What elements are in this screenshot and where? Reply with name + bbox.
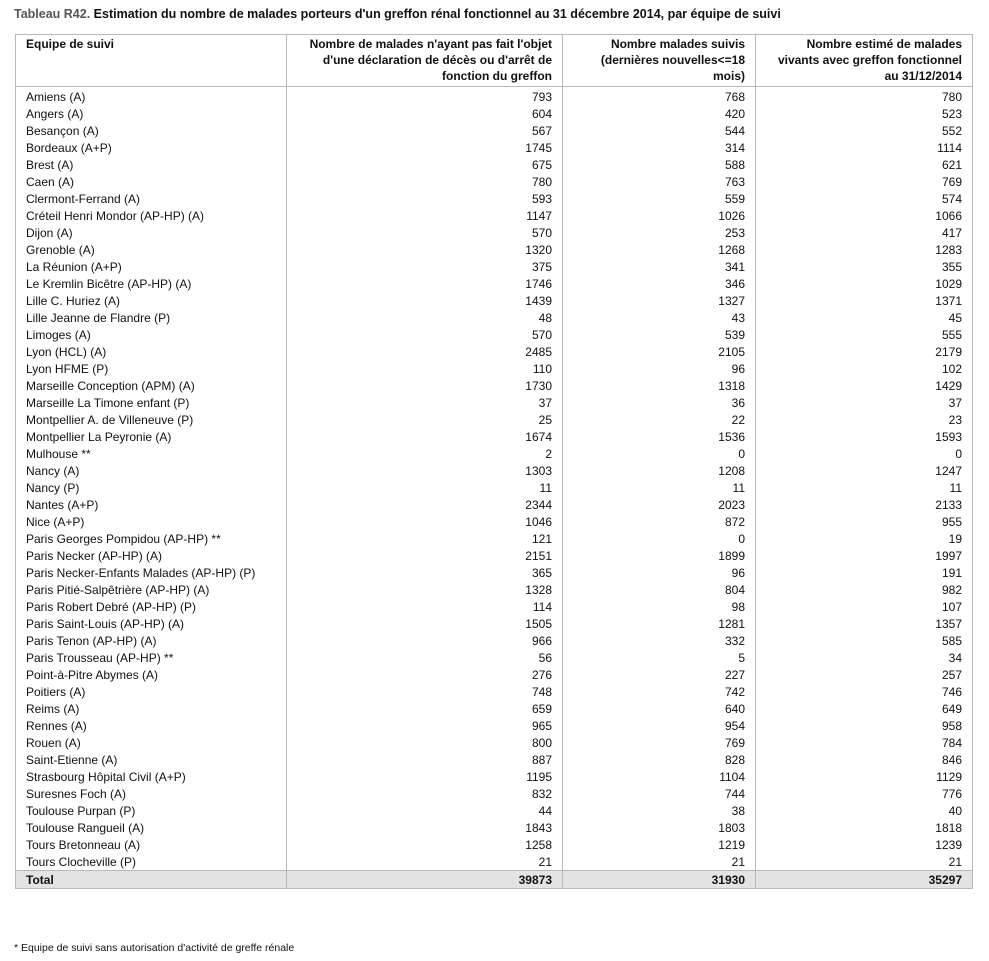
value-cell: 98 <box>563 598 756 615</box>
value-cell: 346 <box>563 275 756 292</box>
table-row <box>16 445 973 462</box>
value-cell: 37 <box>756 394 973 411</box>
value-cell: 982 <box>756 581 973 598</box>
value-cell: 955 <box>756 513 973 530</box>
value-cell: 675 <box>287 156 563 173</box>
team-name-cell: Lille Jeanne de Flandre (P) <box>16 309 287 326</box>
value-cell: 966 <box>287 632 563 649</box>
table-row <box>16 411 973 428</box>
value-cell: 114 <box>287 598 563 615</box>
table-row <box>16 122 973 139</box>
value-cell: 417 <box>756 224 973 241</box>
team-name-cell: Clermont-Ferrand (A) <box>16 190 287 207</box>
value-cell: 1593 <box>756 428 973 445</box>
value-cell: 1803 <box>563 819 756 836</box>
value-cell: 11 <box>287 479 563 496</box>
value-cell: 1674 <box>287 428 563 445</box>
table-row <box>16 105 973 122</box>
team-name-cell: Paris Necker-Enfants Malades (AP-HP) (P) <box>16 564 287 581</box>
value-cell: 1247 <box>756 462 973 479</box>
column-header-malades-non-declares: Nombre de malades n'ayant pas fait l'objet d'une déclaration de décès ou d'arrêt de fonction du greffon <box>287 35 563 87</box>
value-cell: 253 <box>563 224 756 241</box>
value-cell: 257 <box>756 666 973 683</box>
value-cell: 1746 <box>287 275 563 292</box>
table-row <box>16 632 973 649</box>
team-name-cell: Reims (A) <box>16 700 287 717</box>
table-row <box>16 156 973 173</box>
table-row <box>16 819 973 836</box>
team-name-cell: Marseille La Timone enfant (P) <box>16 394 287 411</box>
value-cell: 1745 <box>287 139 563 156</box>
team-name-cell: Tours Bretonneau (A) <box>16 836 287 853</box>
value-cell: 544 <box>563 122 756 139</box>
value-cell: 21 <box>756 853 973 871</box>
value-cell: 1147 <box>287 207 563 224</box>
value-cell: 588 <box>563 156 756 173</box>
table-row <box>16 326 973 343</box>
team-name-cell: Paris Georges Pompidou (AP-HP) ** <box>16 530 287 547</box>
team-name-cell: Rennes (A) <box>16 717 287 734</box>
value-cell: 1046 <box>287 513 563 530</box>
team-name-cell: Besançon (A) <box>16 122 287 139</box>
value-cell: 769 <box>756 173 973 190</box>
value-cell: 1429 <box>756 377 973 394</box>
team-name-cell: Toulouse Purpan (P) <box>16 802 287 819</box>
table-row <box>16 428 973 445</box>
team-name-cell: Nancy (P) <box>16 479 287 496</box>
team-name-cell: Caen (A) <box>16 173 287 190</box>
value-cell: 2485 <box>287 343 563 360</box>
table-row <box>16 802 973 819</box>
team-name-cell: Lyon (HCL) (A) <box>16 343 287 360</box>
value-cell: 780 <box>756 87 973 106</box>
total-cell: 35297 <box>756 871 973 889</box>
value-cell: 552 <box>756 122 973 139</box>
team-name-cell: Limoges (A) <box>16 326 287 343</box>
value-cell: 96 <box>563 360 756 377</box>
value-cell: 1320 <box>287 241 563 258</box>
team-name-cell: Paris Trousseau (AP-HP) ** <box>16 649 287 666</box>
value-cell: 832 <box>287 785 563 802</box>
team-name-cell: Paris Pitié-Salpêtrière (AP-HP) (A) <box>16 581 287 598</box>
value-cell: 2179 <box>756 343 973 360</box>
table-row <box>16 87 973 106</box>
total-label: Total <box>16 871 287 889</box>
total-row <box>16 871 973 889</box>
value-cell: 0 <box>563 530 756 547</box>
value-cell: 96 <box>563 564 756 581</box>
team-name-cell: Paris Necker (AP-HP) (A) <box>16 547 287 564</box>
value-cell: 11 <box>563 479 756 496</box>
value-cell: 21 <box>563 853 756 871</box>
value-cell: 2105 <box>563 343 756 360</box>
value-cell: 102 <box>756 360 973 377</box>
value-cell: 604 <box>287 105 563 122</box>
table-row <box>16 836 973 853</box>
value-cell: 768 <box>563 87 756 106</box>
table-row <box>16 717 973 734</box>
table-row <box>16 207 973 224</box>
value-cell: 1730 <box>287 377 563 394</box>
table-row <box>16 462 973 479</box>
value-cell: 191 <box>756 564 973 581</box>
value-cell: 780 <box>287 173 563 190</box>
value-cell: 420 <box>563 105 756 122</box>
value-cell: 11 <box>756 479 973 496</box>
team-name-cell: Paris Robert Debré (AP-HP) (P) <box>16 598 287 615</box>
table-row <box>16 683 973 700</box>
team-name-cell: Paris Tenon (AP-HP) (A) <box>16 632 287 649</box>
value-cell: 640 <box>563 700 756 717</box>
value-cell: 872 <box>563 513 756 530</box>
team-name-cell: Rouen (A) <box>16 734 287 751</box>
column-header-malades-suivis: Nombre malades suivis (dernières nouvelles<=18 mois) <box>563 35 756 87</box>
team-name-cell: Montpellier La Peyronie (A) <box>16 428 287 445</box>
table-row <box>16 173 973 190</box>
value-cell: 954 <box>563 717 756 734</box>
table-row <box>16 275 973 292</box>
value-cell: 1029 <box>756 275 973 292</box>
table-row <box>16 649 973 666</box>
table-row <box>16 513 973 530</box>
table-row <box>16 785 973 802</box>
value-cell: 744 <box>563 785 756 802</box>
value-cell: 1129 <box>756 768 973 785</box>
team-name-cell: Marseille Conception (APM) (A) <box>16 377 287 394</box>
team-name-cell: Dijon (A) <box>16 224 287 241</box>
table-row <box>16 853 973 871</box>
value-cell: 567 <box>287 122 563 139</box>
data-table <box>15 34 973 889</box>
table-row <box>16 547 973 564</box>
value-cell: 763 <box>563 173 756 190</box>
value-cell: 1505 <box>287 615 563 632</box>
value-cell: 1114 <box>756 139 973 156</box>
value-cell: 1258 <box>287 836 563 853</box>
value-cell: 1536 <box>563 428 756 445</box>
value-cell: 1843 <box>287 819 563 836</box>
value-cell: 276 <box>287 666 563 683</box>
value-cell: 1439 <box>287 292 563 309</box>
table-row <box>16 666 973 683</box>
table-row <box>16 139 973 156</box>
value-cell: 1219 <box>563 836 756 853</box>
value-cell: 769 <box>563 734 756 751</box>
team-name-cell: Suresnes Foch (A) <box>16 785 287 802</box>
value-cell: 355 <box>756 258 973 275</box>
value-cell: 5 <box>563 649 756 666</box>
value-cell: 22 <box>563 411 756 428</box>
value-cell: 555 <box>756 326 973 343</box>
value-cell: 1195 <box>287 768 563 785</box>
value-cell: 21 <box>287 853 563 871</box>
team-name-cell: Amiens (A) <box>16 87 287 106</box>
team-name-cell: Lille C. Huriez (A) <box>16 292 287 309</box>
value-cell: 227 <box>563 666 756 683</box>
value-cell: 110 <box>287 360 563 377</box>
value-cell: 1268 <box>563 241 756 258</box>
value-cell: 121 <box>287 530 563 547</box>
value-cell: 1899 <box>563 547 756 564</box>
value-cell: 1328 <box>287 581 563 598</box>
team-name-cell: Paris Saint-Louis (AP-HP) (A) <box>16 615 287 632</box>
value-cell: 34 <box>756 649 973 666</box>
table-row <box>16 564 973 581</box>
value-cell: 38 <box>563 802 756 819</box>
team-name-cell: Nantes (A+P) <box>16 496 287 513</box>
total-cell: 31930 <box>563 871 756 889</box>
team-name-cell: Nice (A+P) <box>16 513 287 530</box>
value-cell: 48 <box>287 309 563 326</box>
value-cell: 37 <box>287 394 563 411</box>
table-title: Estimation du nombre de malades porteurs d'un greffon rénal fonctionnel au 31 décembre 2014, par équipe de suivi <box>90 7 781 21</box>
value-cell: 649 <box>756 700 973 717</box>
table-row <box>16 360 973 377</box>
table-row <box>16 292 973 309</box>
table-row <box>16 343 973 360</box>
team-name-cell: Toulouse Rangueil (A) <box>16 819 287 836</box>
team-name-cell: Strasbourg Hôpital Civil (A+P) <box>16 768 287 785</box>
value-cell: 107 <box>756 598 973 615</box>
table-row <box>16 377 973 394</box>
value-cell: 1239 <box>756 836 973 853</box>
value-cell: 539 <box>563 326 756 343</box>
value-cell: 1371 <box>756 292 973 309</box>
footnote: * Equipe de suivi sans autorisation d'activité de greffe rénale <box>14 942 295 954</box>
value-cell: 36 <box>563 394 756 411</box>
team-name-cell: Montpellier A. de Villeneuve (P) <box>16 411 287 428</box>
value-cell: 0 <box>756 445 973 462</box>
value-cell: 2 <box>287 445 563 462</box>
value-cell: 1208 <box>563 462 756 479</box>
value-cell: 1104 <box>563 768 756 785</box>
value-cell: 1303 <box>287 462 563 479</box>
value-cell: 800 <box>287 734 563 751</box>
table-row <box>16 258 973 275</box>
team-name-cell: Grenoble (A) <box>16 241 287 258</box>
value-cell: 793 <box>287 87 563 106</box>
table-row <box>16 598 973 615</box>
value-cell: 746 <box>756 683 973 700</box>
value-cell: 1281 <box>563 615 756 632</box>
value-cell: 958 <box>756 717 973 734</box>
value-cell: 523 <box>756 105 973 122</box>
value-cell: 776 <box>756 785 973 802</box>
value-cell: 1818 <box>756 819 973 836</box>
value-cell: 365 <box>287 564 563 581</box>
table-caption <box>14 7 781 21</box>
team-name-cell: Saint-Etienne (A) <box>16 751 287 768</box>
value-cell: 44 <box>287 802 563 819</box>
team-name-cell: Poitiers (A) <box>16 683 287 700</box>
value-cell: 585 <box>756 632 973 649</box>
value-cell: 593 <box>287 190 563 207</box>
table-row <box>16 241 973 258</box>
value-cell: 659 <box>287 700 563 717</box>
team-name-cell: Mulhouse ** <box>16 445 287 462</box>
team-name-cell: Le Kremlin Bicêtre (AP-HP) (A) <box>16 275 287 292</box>
value-cell: 887 <box>287 751 563 768</box>
table-row <box>16 581 973 598</box>
team-name-cell: Bordeaux (A+P) <box>16 139 287 156</box>
value-cell: 804 <box>563 581 756 598</box>
value-cell: 828 <box>563 751 756 768</box>
table-row <box>16 496 973 513</box>
value-cell: 56 <box>287 649 563 666</box>
table-row <box>16 734 973 751</box>
value-cell: 742 <box>563 683 756 700</box>
team-name-cell: Lyon HFME (P) <box>16 360 287 377</box>
value-cell: 846 <box>756 751 973 768</box>
value-cell: 574 <box>756 190 973 207</box>
value-cell: 1026 <box>563 207 756 224</box>
value-cell: 25 <box>287 411 563 428</box>
table-row <box>16 224 973 241</box>
team-name-cell: Brest (A) <box>16 156 287 173</box>
table-row <box>16 530 973 547</box>
value-cell: 1357 <box>756 615 973 632</box>
team-name-cell: La Réunion (A+P) <box>16 258 287 275</box>
value-cell: 45 <box>756 309 973 326</box>
table-row <box>16 309 973 326</box>
total-cell: 39873 <box>287 871 563 889</box>
table-row <box>16 394 973 411</box>
value-cell: 748 <box>287 683 563 700</box>
team-name-cell: Créteil Henri Mondor (AP-HP) (A) <box>16 207 287 224</box>
table-row <box>16 700 973 717</box>
value-cell: 965 <box>287 717 563 734</box>
team-name-cell: Tours Clocheville (P) <box>16 853 287 871</box>
column-header-equipe: Equipe de suivi <box>16 35 287 87</box>
value-cell: 2133 <box>756 496 973 513</box>
table-row <box>16 479 973 496</box>
value-cell: 375 <box>287 258 563 275</box>
value-cell: 332 <box>563 632 756 649</box>
value-cell: 1318 <box>563 377 756 394</box>
table-row <box>16 768 973 785</box>
value-cell: 40 <box>756 802 973 819</box>
table-row <box>16 751 973 768</box>
table-body <box>16 87 973 871</box>
value-cell: 0 <box>563 445 756 462</box>
value-cell: 43 <box>563 309 756 326</box>
value-cell: 559 <box>563 190 756 207</box>
value-cell: 1066 <box>756 207 973 224</box>
header-row <box>16 35 973 87</box>
table-row <box>16 615 973 632</box>
value-cell: 19 <box>756 530 973 547</box>
value-cell: 341 <box>563 258 756 275</box>
value-cell: 1997 <box>756 547 973 564</box>
team-name-cell: Nancy (A) <box>16 462 287 479</box>
value-cell: 621 <box>756 156 973 173</box>
value-cell: 2344 <box>287 496 563 513</box>
table-number: Tableau R42. <box>14 7 91 21</box>
value-cell: 784 <box>756 734 973 751</box>
value-cell: 1327 <box>563 292 756 309</box>
table-row <box>16 190 973 207</box>
column-header-malades-estimes: Nombre estimé de malades vivants avec greffon fonctionnel au 31/12/2014 <box>756 35 973 87</box>
value-cell: 570 <box>287 224 563 241</box>
value-cell: 1283 <box>756 241 973 258</box>
value-cell: 314 <box>563 139 756 156</box>
team-name-cell: Point-à-Pitre Abymes (A) <box>16 666 287 683</box>
team-name-cell: Angers (A) <box>16 105 287 122</box>
value-cell: 2151 <box>287 547 563 564</box>
value-cell: 23 <box>756 411 973 428</box>
value-cell: 570 <box>287 326 563 343</box>
value-cell: 2023 <box>563 496 756 513</box>
